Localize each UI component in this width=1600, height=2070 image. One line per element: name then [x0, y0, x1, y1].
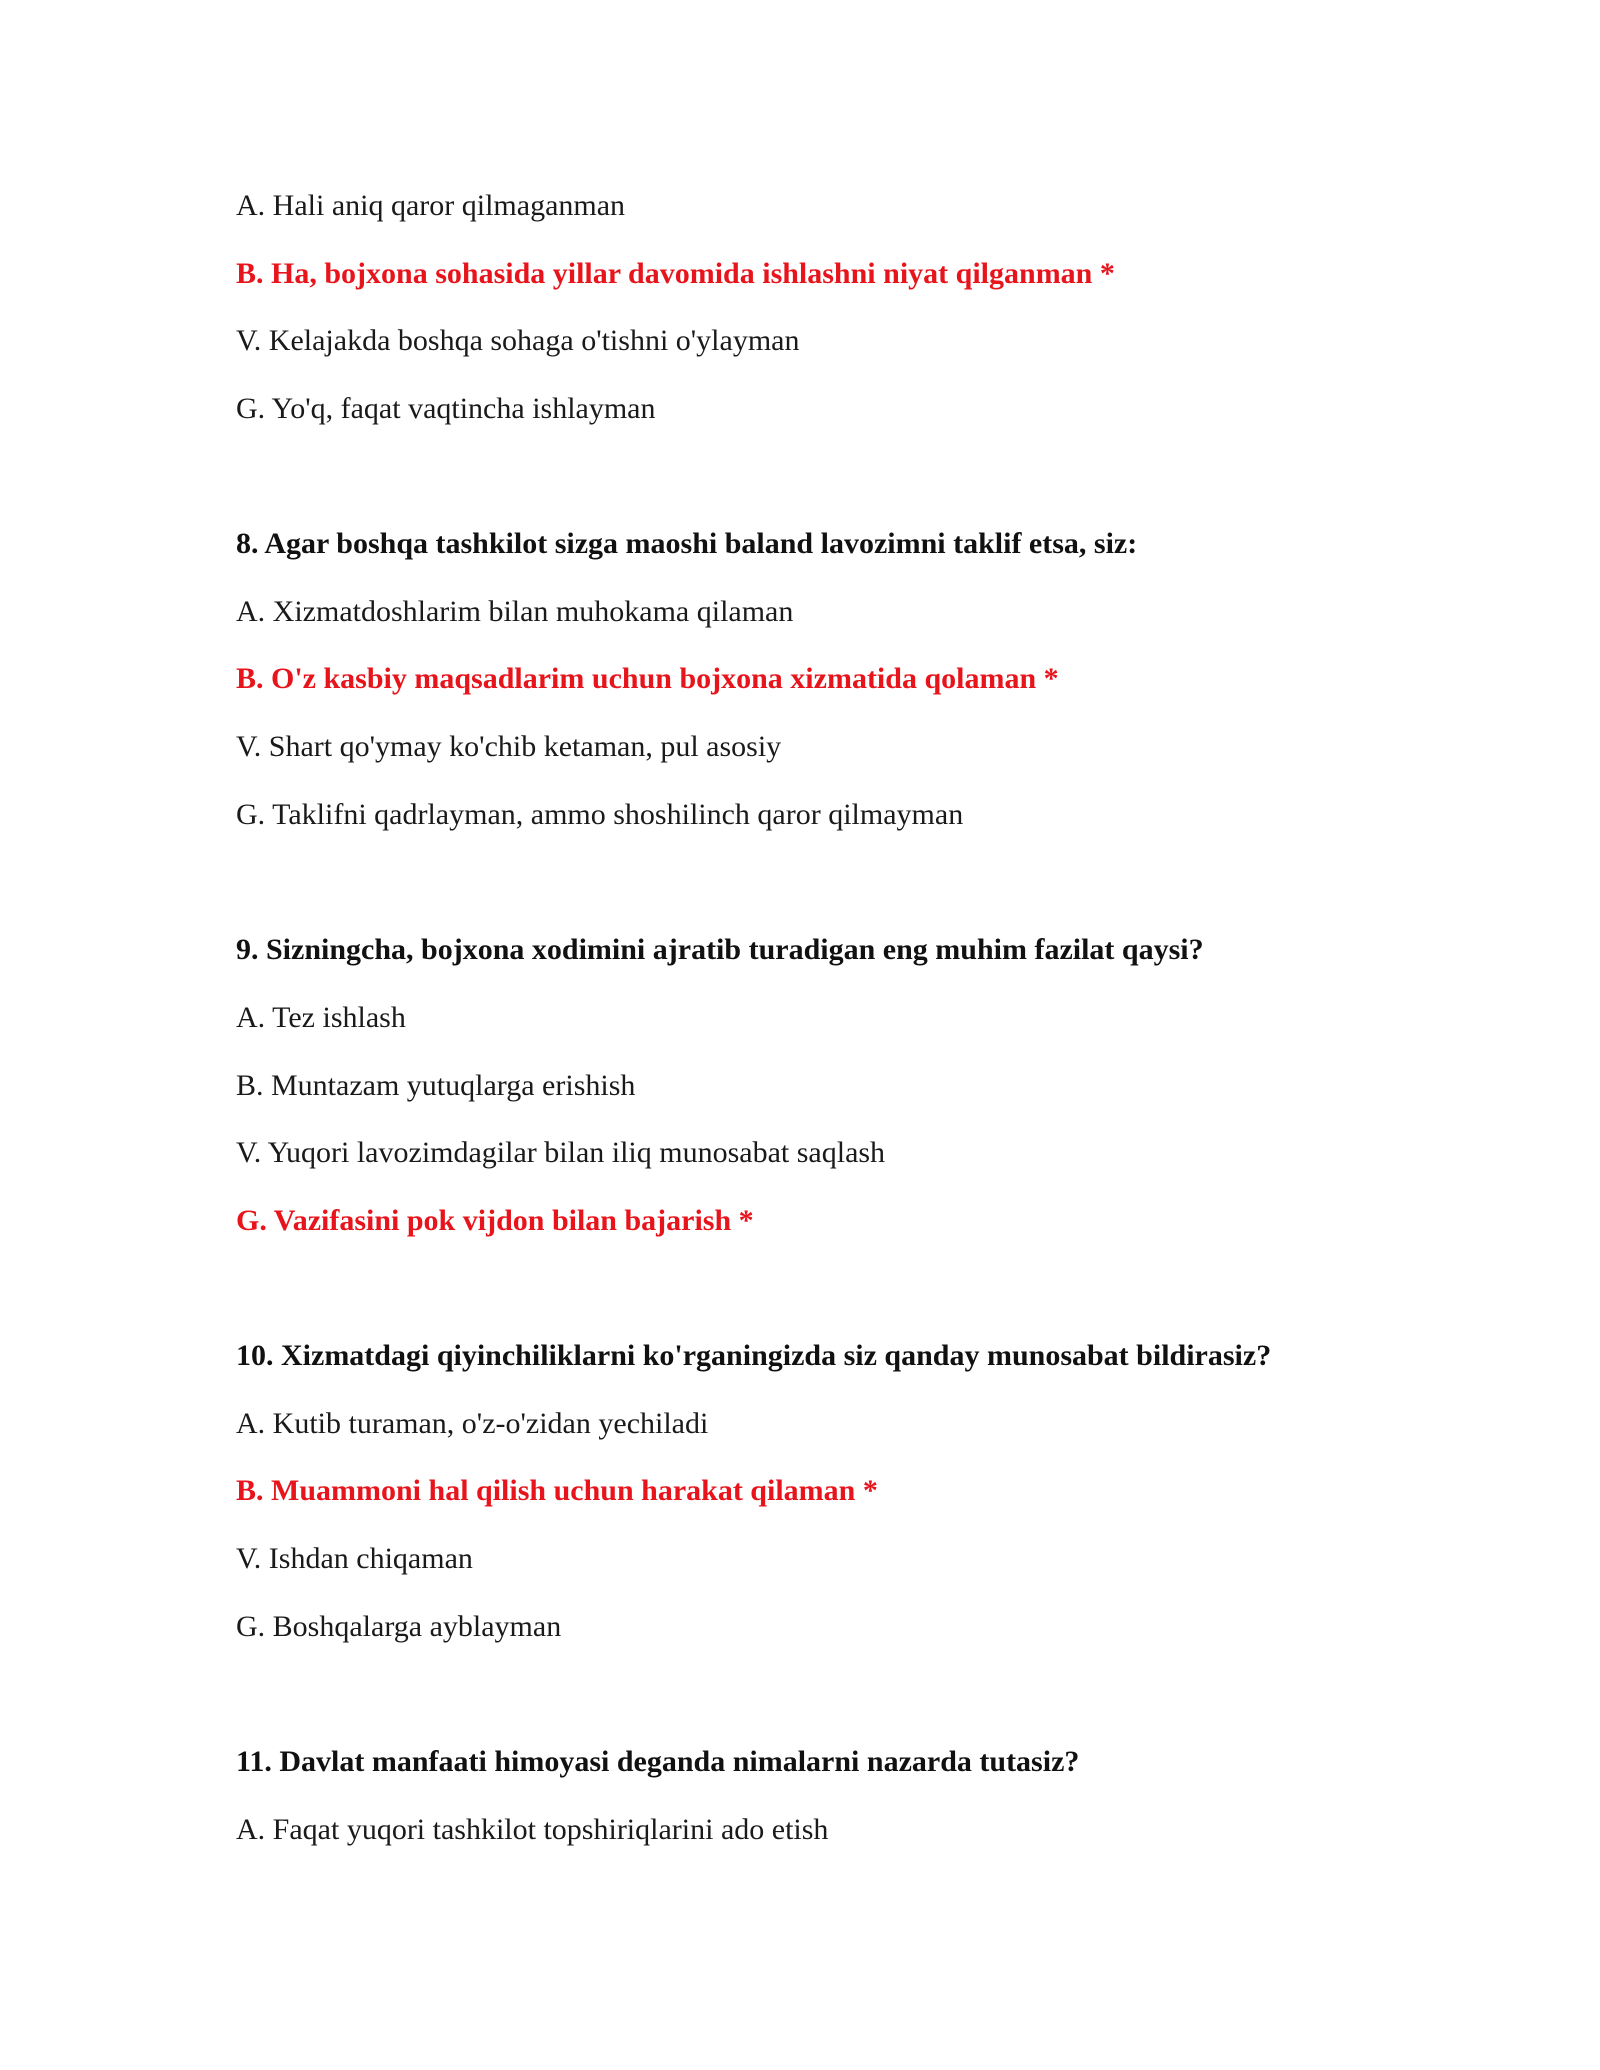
option-text: G. Yo'q, faqat vaqtincha ishlayman [236, 392, 656, 425]
question-heading: 10. Xizmatdagi qiyinchiliklarni ko'rganingizda siz qanday munosabat bildirasiz? [236, 1339, 1272, 1372]
question-heading: 11. Davlat manfaati himoyasi deganda nimalarni nazarda tutasiz? [236, 1745, 1080, 1778]
option-text: G. Taklifni qadrlayman, ammo shoshilinch qaror qilmayman [236, 798, 964, 831]
correct-answer: B. Ha, bojxona sohasida yillar davomida ishlashni niyat qilganman * [236, 257, 1115, 290]
option-text: V. Yuqori lavozimdagilar bilan iliq munosabat saqlash [236, 1136, 886, 1169]
correct-answer: G. Vazifasini pok vijdon bilan bajarish * [236, 1204, 754, 1237]
option-text: V. Shart qo'ymay ko'chib ketaman, pul asosiy [236, 730, 782, 763]
option-text: V. Kelajakda boshqa sohaga o'tishni o'ylayman [236, 324, 800, 357]
correct-answer: B. Muammoni hal qilish uchun harakat qilaman * [236, 1474, 878, 1507]
option-text: A. Faqat yuqori tashkilot topshiriqlarini ado etish [236, 1813, 829, 1846]
question-heading: 9. Sizningcha, bojxona xodimini ajratib turadigan eng muhim fazilat qaysi? [236, 933, 1204, 966]
question-heading: 8. Agar boshqa tashkilot sizga maoshi baland lavozimni taklif etsa, siz: [236, 527, 1138, 560]
option-text: A. Kutib turaman, o'z-o'zidan yechiladi [236, 1407, 709, 1440]
option-text: A. Tez ishlash [236, 1001, 406, 1034]
option-text: B. Muntazam yutuqlarga erishish [236, 1069, 636, 1102]
option-text: A. Xizmatdoshlarim bilan muhokama qilaman [236, 595, 794, 628]
option-text: G. Boshqalarga ayblayman [236, 1610, 562, 1643]
correct-answer: B. O'z kasbiy maqsadlarim uchun bojxona xizmatida qolaman * [236, 662, 1059, 695]
option-text: A. Hali aniq qaror qilmaganman [236, 189, 626, 222]
option-text: V. Ishdan chiqaman [236, 1542, 473, 1575]
